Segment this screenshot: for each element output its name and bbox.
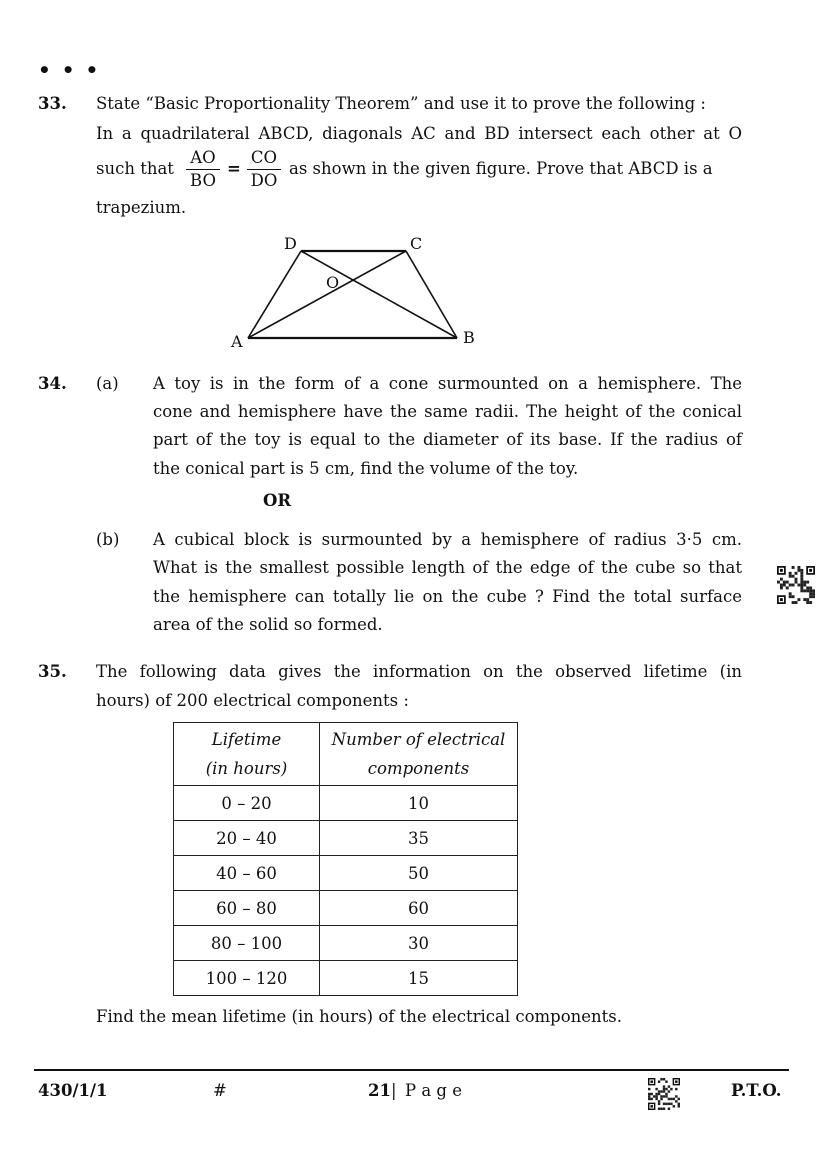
cell-interval: 20 – 40 [174, 821, 320, 856]
frac-numerator: AO [186, 147, 220, 170]
label-b: B [463, 328, 475, 347]
header-count: Number of electrical components [320, 723, 518, 786]
cell-interval: 80 – 100 [174, 926, 320, 961]
cell-interval: 40 – 60 [174, 856, 320, 891]
table-row [174, 786, 518, 821]
continuation-dots: • • • [38, 58, 101, 82]
label-o: O [326, 273, 340, 292]
q33-line-pre: such that [96, 159, 174, 178]
footer-rule [34, 1069, 789, 1071]
cell-count: 10 [320, 786, 518, 821]
label-d: D [284, 234, 297, 253]
table-row [174, 856, 518, 891]
q34a-line: A toy is in the form of a cone surmounted on a hemisphere. The [153, 374, 742, 393]
q33-line-post: as shown in the given figure. Prove that ABCD is a [289, 159, 713, 178]
cell-count: 15 [320, 961, 518, 996]
label-a: A [231, 332, 243, 351]
q34b-line: area of the solid so formed. [153, 615, 383, 634]
page-number: 21 [368, 1081, 391, 1100]
q34b-line: What is the smallest possible length of the edge of the cube so that [153, 558, 742, 577]
page-word: P a g e [405, 1081, 463, 1100]
pto-label: P.T.O. [731, 1081, 782, 1100]
question-33-number: 33. [38, 94, 67, 113]
q34a-line: the conical part is 5 cm, find the volume of the toy. [153, 459, 579, 478]
table-row [174, 961, 518, 996]
table-row [174, 821, 518, 856]
question-34-number: 34. [38, 374, 67, 393]
q33-line: In a quadrilateral ABCD, diagonals AC and BD intersect each other at O [96, 124, 742, 143]
cell-count: 50 [320, 856, 518, 891]
cell-interval: 100 – 120 [174, 961, 320, 996]
page-separator: | [391, 1081, 397, 1100]
frac-numerator: CO [247, 147, 281, 170]
part-b-label: (b) [96, 530, 120, 549]
q35-question: Find the mean lifetime (in hours) of the electrical components. [96, 1007, 623, 1026]
cell-interval: 60 – 80 [174, 891, 320, 926]
q33-line: trapezium. [96, 198, 187, 217]
q35-line: The following data gives the information on the observed lifetime (in [96, 662, 742, 681]
paper-code: 430/1/1 [38, 1081, 108, 1100]
qr-code-icon [777, 566, 815, 604]
q34b-line: A cubical block is surmounted by a hemisphere of radius 3·5 cm. [153, 530, 742, 549]
qr-code-icon [648, 1078, 680, 1110]
q34a-line: part of the toy is equal to the diameter of its base. If the radius of [153, 430, 742, 449]
table-header-row [174, 723, 518, 786]
table-row [174, 926, 518, 961]
cell-interval: 0 – 20 [174, 786, 320, 821]
cell-count: 60 [320, 891, 518, 926]
hash-mark: # [213, 1081, 227, 1100]
equals-sign: = [227, 159, 241, 178]
trapezium-figure [0, 0, 827, 400]
question-35-number: 35. [38, 662, 67, 681]
table-row [174, 891, 518, 926]
part-a-label: (a) [96, 374, 119, 393]
cell-count: 35 [320, 821, 518, 856]
frac-denominator: DO [250, 171, 278, 190]
q33-line: State “Basic Proportionality Theorem” and use it to prove the following : [96, 94, 706, 113]
cell-count: 30 [320, 926, 518, 961]
q34b-line: the hemisphere can totally lie on the cube ? Find the total surface [153, 587, 742, 606]
frac-denominator: BO [190, 171, 216, 190]
header-lifetime: Lifetime (in hours) [174, 723, 320, 786]
q35-line: hours) of 200 electrical components : [96, 691, 409, 710]
q34a-line: cone and hemisphere have the same radii. The height of the conical [153, 402, 742, 421]
or-separator: OR [263, 491, 292, 510]
lifetime-table [173, 722, 518, 996]
label-c: C [410, 234, 423, 253]
